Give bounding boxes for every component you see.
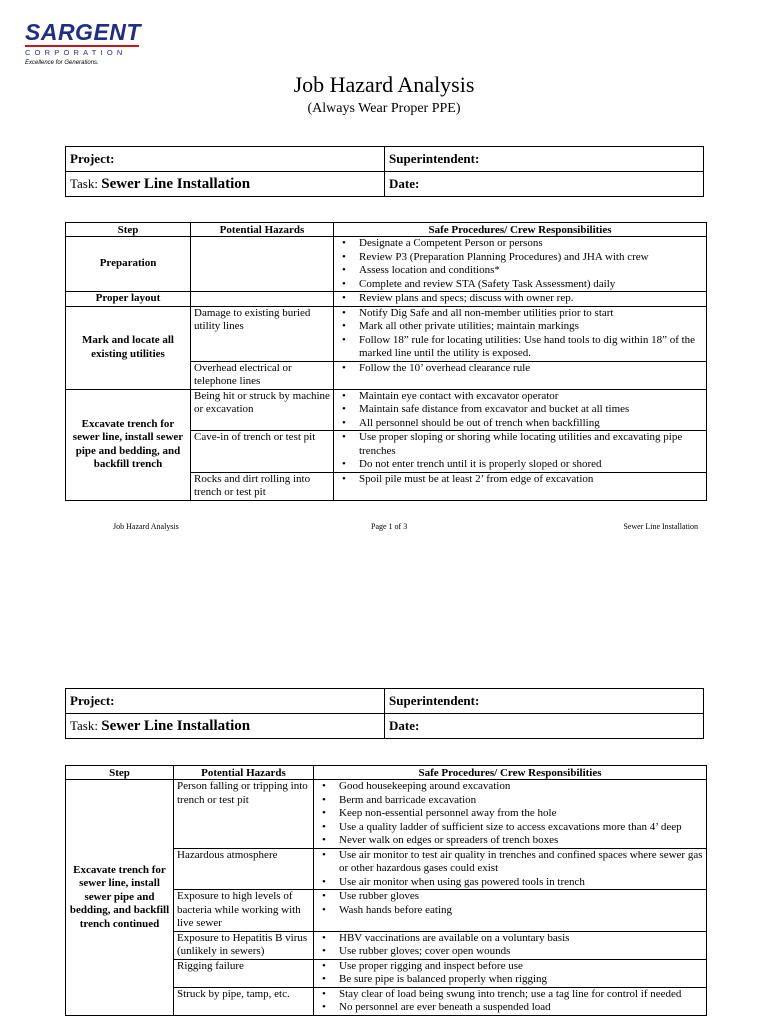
table-row	[66, 292, 707, 307]
hazard-cell: Struck by pipe, tamp, etc.	[174, 987, 314, 1015]
hazard-cell	[191, 292, 334, 307]
procedure-item: • Use proper rigging and inspect before use	[339, 960, 703, 974]
superintendent-label: Superintendent:	[385, 147, 704, 172]
procedures-cell	[334, 431, 707, 473]
procedure-item: • Review P3 (Preparation Planning Procedures) and JHA with crew	[359, 251, 703, 265]
procedure-item: • Maintain eye contact with excavator operator	[359, 390, 703, 404]
footer-page-number: Page 1 of 3	[371, 522, 408, 531]
step-cell: Mark and locate all existing utilities	[66, 306, 191, 389]
procedures-list	[317, 890, 703, 917]
procedure-item: • Berm and barricade excavation	[339, 794, 703, 808]
procedures-cell	[314, 848, 707, 890]
procedures-list	[337, 292, 703, 306]
procedure-item: • Stay clear of load being swung into trench; use a tag line for control if needed	[339, 988, 703, 1002]
procedures-list	[317, 960, 703, 987]
hazard-cell: Exposure to Hepatitis B virus (unlikely in sewers)	[174, 931, 314, 959]
hazard-cell: Hazardous atmosphere	[174, 848, 314, 890]
hazard-cell: Overhead electrical or telephone lines	[191, 361, 334, 389]
column-header-step: Step	[66, 223, 191, 237]
procedures-list	[317, 849, 703, 890]
procedure-item: • Never walk on edges or spreaders of trench boxes	[339, 834, 703, 848]
procedures-cell	[314, 931, 707, 959]
hazard-cell: Cave-in of trench or test pit	[191, 431, 334, 473]
table-row	[66, 780, 707, 849]
procedure-item: • Be sure pipe is balanced properly when rigging	[339, 973, 703, 987]
procedure-item: • Follow 18” rule for locating utilities: Use hand tools to dig within 18” of the marked line until the utility is exposed.	[359, 334, 703, 361]
procedure-item: • Good housekeeping around excavation	[339, 780, 703, 794]
procedures-list	[337, 390, 703, 431]
page-subtitle: (Always Wear Proper PPE)	[307, 101, 461, 116]
procedure-item: • Do not enter trench until it is properly sloped or shored	[359, 458, 703, 472]
task-label: Task:	[70, 717, 98, 733]
procedure-item: • Use rubber gloves	[339, 890, 703, 904]
task-cell	[66, 714, 385, 739]
procedures-cell	[314, 780, 707, 849]
procedures-list	[317, 932, 703, 959]
procedures-cell	[334, 389, 707, 431]
procedure-item: • All personnel should be out of trench when backfilling	[359, 417, 703, 431]
procedure-item: • Follow the 10’ overhead clearance rule	[359, 362, 703, 376]
procedure-item: • Use rubber gloves; cover open wounds	[339, 945, 703, 959]
project-header-table-page-2	[65, 688, 704, 739]
procedure-item: • No personnel are ever beneath a suspended load	[339, 1001, 703, 1015]
procedures-list	[337, 237, 703, 291]
procedures-cell	[334, 306, 707, 361]
procedure-item: • Mark all other private utilities; maintain markings	[359, 320, 703, 334]
hazard-cell	[191, 237, 334, 292]
step-cell: Excavate trench for sewer line, install sewer pipe and bedding, and backfill trench	[66, 389, 191, 500]
column-header-procedures: Safe Procedures/ Crew Responsibilities	[334, 223, 707, 237]
procedure-item: • Review plans and specs; discuss with owner rep.	[359, 292, 703, 306]
table-row	[66, 306, 707, 361]
task-value: Sewer Line Installation	[101, 175, 251, 192]
procedure-item: • Wash hands before eating	[339, 904, 703, 918]
logo-corporation: CORPORATION	[25, 48, 127, 57]
procedure-item: • Assess location and conditions*	[359, 264, 703, 278]
procedure-item: • Notify Dig Safe and all non-member utilities prior to start	[359, 307, 703, 321]
logo-tagline: Excellence for Generations.	[25, 60, 99, 66]
procedures-cell	[314, 987, 707, 1015]
procedure-item: • Spoil pile must be at least 2’ from edge of excavation	[359, 473, 703, 487]
procedure-item: • Complete and review STA (Safety Task Assessment) daily	[359, 278, 703, 292]
column-header-procedures: Safe Procedures/ Crew Responsibilities	[314, 766, 707, 780]
project-header-table	[65, 146, 704, 197]
procedure-item: • Use air monitor to test air quality in trenches and confined spaces where sewer gas or other hazardous gases could exist	[339, 849, 703, 876]
procedures-list	[337, 362, 703, 376]
project-label: Project:	[66, 689, 385, 714]
hazard-cell: Person falling or tripping into trench or test pit	[174, 780, 314, 849]
footer-right: Sewer Line Installation	[623, 522, 698, 531]
column-header-hazards: Potential Hazards	[174, 766, 314, 780]
hazard-cell: Rocks and dirt rolling into trench or test pit	[191, 472, 334, 500]
superintendent-label: Superintendent:	[385, 689, 704, 714]
hazard-cell: Exposure to high levels of bacteria while working with live sewer	[174, 890, 314, 932]
hazard-analysis-table-page-2	[65, 765, 707, 1016]
procedure-item: • Designate a Competent Person or persons	[359, 237, 703, 251]
procedures-list	[337, 473, 703, 487]
date-label: Date:	[385, 172, 704, 197]
footer-left: Job Hazard Analysis	[113, 522, 179, 531]
hazard-cell: Being hit or struck by machine or excavation	[191, 389, 334, 431]
step-cell: Preparation	[66, 237, 191, 292]
hazard-cell: Rigging failure	[174, 959, 314, 987]
procedure-item: • Maintain safe distance from excavator and bucket at all times	[359, 403, 703, 417]
table-row	[66, 237, 707, 292]
procedures-cell	[334, 237, 707, 292]
procedure-item: • Use a quality ladder of sufficient size to access excavations more than 4’ deep	[339, 821, 703, 835]
hazard-cell: Damage to existing buried utility lines	[191, 306, 334, 361]
table-row	[66, 389, 707, 431]
task-cell	[66, 172, 385, 197]
procedures-cell	[334, 361, 707, 389]
procedures-list	[317, 780, 703, 848]
procedures-cell	[334, 472, 707, 500]
procedure-item: • Keep non-essential personnel away from the hole	[339, 807, 703, 821]
procedure-item: • Use air monitor when using gas powered tools in trench	[339, 876, 703, 890]
company-logo	[25, 20, 150, 58]
procedures-cell	[314, 890, 707, 932]
task-label: Task:	[70, 175, 98, 191]
step-cell: Proper layout	[66, 292, 191, 307]
project-label: Project:	[66, 147, 385, 172]
procedure-item: • HBV vaccinations are available on a voluntary basis	[339, 932, 703, 946]
logo-name: SARGENT	[25, 19, 141, 45]
hazard-analysis-table	[65, 222, 707, 501]
task-value: Sewer Line Installation	[101, 717, 251, 734]
date-label: Date:	[385, 714, 704, 739]
procedures-list	[337, 431, 703, 472]
procedures-cell	[314, 959, 707, 987]
column-header-hazards: Potential Hazards	[191, 223, 334, 237]
column-header-step: Step	[66, 766, 174, 780]
step-cell: Excavate trench for sewer line, install sewer pipe and bedding, and backfill trench continued	[66, 780, 174, 1016]
procedures-cell	[334, 292, 707, 307]
logo-underline	[25, 45, 139, 47]
procedure-item: • Use proper sloping or shoring while locating utilities and excavating pipe trenches	[359, 431, 703, 458]
procedures-list	[317, 988, 703, 1015]
page-title: Job Hazard Analysis	[293, 72, 475, 97]
procedures-list	[337, 307, 703, 361]
